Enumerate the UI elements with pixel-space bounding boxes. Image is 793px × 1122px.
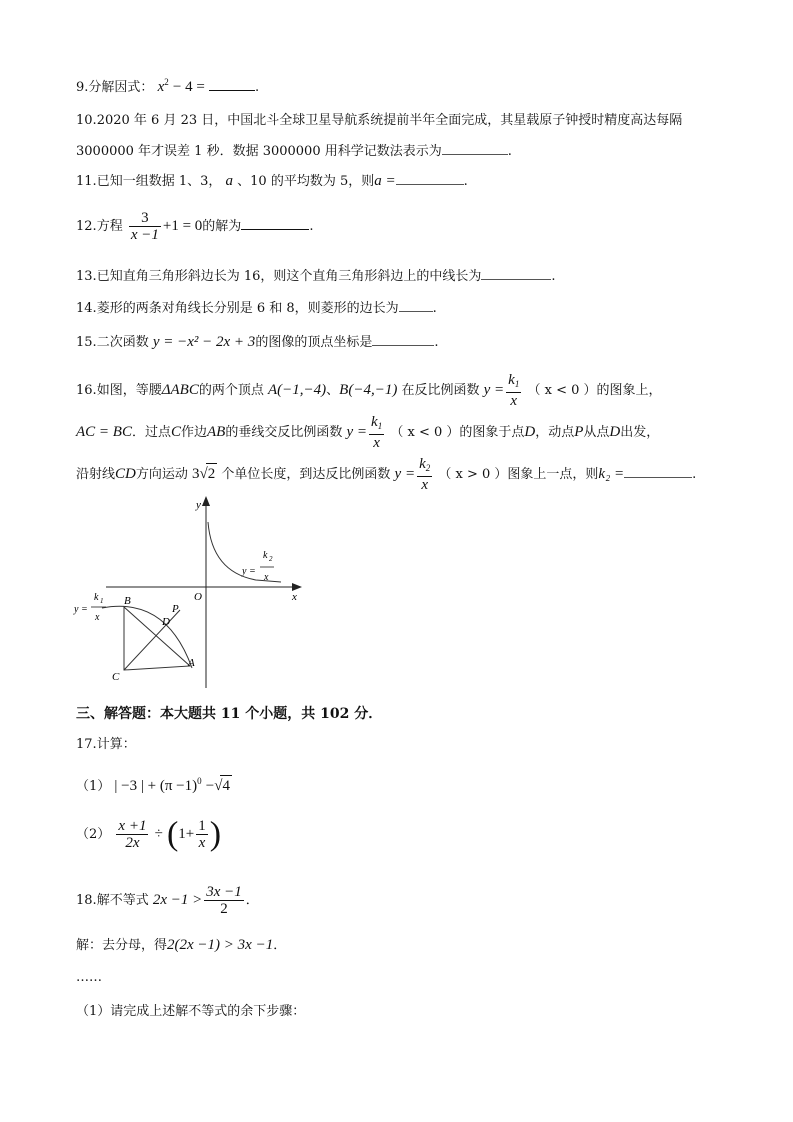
- answer-blank[interactable]: [399, 297, 433, 312]
- denominator: x: [373, 435, 380, 451]
- point-a-label: A: [188, 657, 195, 669]
- math-expr: +1 = 0: [162, 218, 203, 234]
- question-text: 沿射线: [76, 467, 116, 482]
- question-text: 菱形的两条对角线长分别是 6 和 8，则菱形的边长为: [96, 301, 399, 316]
- section-heading: 三、解答题：本大题共 11 个小题，共 102 分．: [76, 706, 383, 722]
- subscript: 1: [377, 421, 383, 431]
- denominator: x: [421, 477, 428, 493]
- question-number: 15.: [76, 335, 97, 350]
- numerator: 1: [198, 818, 206, 834]
- math-expr: | −3 | + (π −1): [114, 778, 198, 794]
- k1-label-k: k: [94, 592, 99, 603]
- question-17: [76, 735, 136, 755]
- point-a: A(−1,−4): [268, 382, 327, 398]
- y-axis-label: y: [196, 499, 201, 511]
- punctuation: ．: [273, 938, 287, 953]
- coefficient: 3: [192, 466, 200, 482]
- question-text: 在反比例函数: [401, 383, 480, 398]
- question-text: 的解为: [202, 219, 242, 234]
- segment-ab: AB: [207, 424, 226, 440]
- question-text: 计算：: [96, 737, 136, 752]
- answer-blank[interactable]: [209, 76, 255, 91]
- question-16: [76, 372, 662, 409]
- hyperbola-k1: [102, 606, 192, 668]
- question-text: 3000000 年才误差 1 秒．数据 3000000 用科学记数法表示为: [76, 144, 442, 159]
- x-axis-arrow: [292, 583, 302, 591]
- question-number: 13.: [76, 269, 97, 284]
- math-expr: y =: [346, 424, 368, 440]
- answer-blank[interactable]: [481, 265, 551, 280]
- question-17-part1: （1） | −3 | + $(\pi -1)^0 -√4$: [76, 776, 230, 794]
- point-b: B(−4,−1): [339, 382, 398, 398]
- math-expr: y = −x² − 2x + 3: [152, 334, 256, 350]
- answer-blank[interactable]: [241, 215, 309, 230]
- ellipsis: ……: [76, 970, 102, 985]
- question-text: 二次函数: [96, 335, 149, 350]
- triangle-abc: [124, 607, 190, 670]
- question-text: ．过点: [131, 425, 171, 440]
- radicand: 4: [220, 775, 232, 796]
- point-d: D: [609, 424, 621, 440]
- question-10: [76, 111, 682, 131]
- question-number: 17.: [76, 737, 97, 752]
- punctuation: ．: [245, 893, 259, 908]
- question-15: 15.二次函数 y = −x² − 2x + 3的图像的顶点坐标是 .: [76, 331, 438, 353]
- denominator: 2x: [125, 835, 140, 851]
- question-number: 12.: [76, 219, 97, 234]
- fraction: [116, 818, 148, 851]
- question-text: 解：去分母，得: [76, 938, 168, 953]
- k1-label-y: y =: [74, 604, 88, 615]
- fraction: [196, 818, 208, 851]
- part-label: （2）: [76, 827, 111, 842]
- subscript: 2: [425, 463, 431, 473]
- ray-cd: CD: [115, 466, 136, 482]
- segment-cp: [124, 610, 180, 670]
- question-text: 个单位长度，到达反比例函数: [221, 467, 391, 482]
- fraction-k1: [369, 414, 384, 451]
- math-expr: 2(2x −1) > 3x −1: [167, 937, 274, 953]
- x-axis-label: x: [292, 591, 297, 603]
- question-number: 14.: [76, 301, 97, 316]
- denominator: x: [198, 835, 206, 851]
- question-text: 的图像的顶点坐标是: [255, 335, 373, 350]
- k-symbol: k: [371, 414, 378, 430]
- question-text: 、10 的平均数为 5，则: [237, 174, 375, 189]
- math-expr: −: [205, 778, 215, 794]
- k-symbol: k: [419, 456, 426, 472]
- y-axis-arrow: [202, 496, 210, 506]
- math-expr: − 4 =: [172, 79, 205, 95]
- question-text: 分解因式：: [88, 80, 154, 95]
- question-16-line3: 沿射线CD方向运动 3√2 个单位长度，到达反比例函数 y = $\frac{k_2}{x}$ （ x > 0 ）图象上一点，则k₂ = .: [76, 456, 697, 493]
- k2-label-sub: 2: [269, 555, 273, 563]
- k1-label-den: x: [95, 612, 100, 623]
- operator: ÷: [154, 826, 163, 842]
- point-c-label: C: [112, 671, 120, 683]
- question-14: 14.菱形的两条对角线长分别是 6 和 8，则菱形的边长为 .: [76, 297, 437, 319]
- fraction: [204, 884, 244, 917]
- answer-blank[interactable]: [372, 331, 434, 346]
- fraction-k1: [506, 372, 521, 409]
- question-text: 出发，: [620, 425, 660, 440]
- question-12: 12.方程 $\frac{3}{x -1}$ +1 = 0的解为 .: [76, 210, 314, 243]
- fraction-k2: [417, 456, 432, 493]
- denominator: x: [510, 393, 518, 409]
- math-expr: AC = BC: [76, 424, 132, 440]
- question-number: 16.: [76, 383, 97, 398]
- subscript: 1: [514, 379, 520, 389]
- k-symbol: k: [508, 372, 515, 388]
- numerator: 3: [129, 210, 161, 227]
- k1-label-sub: 1: [100, 597, 104, 605]
- question-18-part1: （1）请完成上述解不等式的余下步骤：: [76, 1004, 306, 1019]
- answer-blank[interactable]: [396, 170, 464, 185]
- numerator: x +1: [118, 818, 147, 834]
- math-expr: k₂ =: [598, 466, 625, 482]
- answer-blank[interactable]: [624, 463, 692, 478]
- question-10-line2: 3000000 年才误差 1 秒．数据 3000000 用科学记数法表示为 .: [76, 140, 512, 162]
- separator: 、: [326, 383, 340, 398]
- origin-label: O: [194, 591, 202, 603]
- point-b-label: B: [124, 595, 131, 607]
- question-text: 的垂线交反比例函数: [225, 425, 343, 440]
- question-16-line2: [76, 414, 659, 451]
- point-d: D: [524, 424, 536, 440]
- figure-hyperbola-triangle: [66, 492, 316, 692]
- fraction: [129, 210, 161, 243]
- point-p-label: P: [172, 603, 179, 615]
- question-number: 10.: [76, 113, 97, 128]
- question-text: 已知一组数据 1、3，: [96, 174, 222, 189]
- math-var: a: [225, 173, 234, 189]
- question-17-part2: （2） $\frac{x +1}{2x}$ ÷ (1+ $\frac{1}{x}$ ): [76, 815, 222, 853]
- question-text: 如图，等腰: [96, 383, 162, 398]
- k2-label-den: x: [264, 572, 269, 583]
- point-p: P: [574, 424, 584, 440]
- question-text: 作边: [181, 425, 208, 440]
- part-label: （1）: [76, 779, 111, 794]
- math-expr: a =: [374, 173, 396, 189]
- question-text: （ x < 0 ）的图象于点: [390, 425, 525, 440]
- math-expr: 1+: [178, 826, 195, 842]
- denominator: x −1: [130, 227, 159, 243]
- math-expr: 2x −1 >: [152, 892, 203, 908]
- question-text: 方向运动: [135, 467, 188, 482]
- math-expr: y =: [483, 382, 505, 398]
- denominator: 2: [220, 901, 228, 917]
- question-text: ，动点: [535, 425, 575, 440]
- question-text: 从点: [583, 425, 610, 440]
- triangle-label: ΔABC: [161, 382, 199, 398]
- question-text: 2020 年 6 月 23 日，中国北斗全球卫星导航系统提前半年全面完成，其星载原子钟授时精度高达每隔: [96, 113, 683, 128]
- radicand: 2: [206, 463, 218, 484]
- k2-label-k: k: [263, 550, 268, 561]
- question-number: 18.: [76, 893, 97, 908]
- question-18-solution: [76, 935, 286, 956]
- question-18: [76, 884, 259, 917]
- numerator: 3x −1: [206, 884, 242, 900]
- point-d-label: D: [162, 616, 170, 628]
- exponent: 0: [197, 776, 202, 786]
- question-text: 方程: [96, 219, 123, 234]
- question-number: 9.: [76, 80, 89, 95]
- math-var: x: [157, 79, 165, 95]
- math-expr: y =: [394, 466, 416, 482]
- answer-blank[interactable]: [442, 140, 508, 155]
- k2-label-y: y =: [242, 566, 256, 577]
- question-13: 13.已知直角三角形斜边长为 16，则这个直角三角形斜边上的中线长为 .: [76, 265, 556, 287]
- question-text: 解不等式: [96, 893, 149, 908]
- question-text: （ x > 0 ）图象上一点，则: [438, 467, 599, 482]
- question-text: 已知直角三角形斜边长为 16，则这个直角三角形斜边上的中线长为: [96, 269, 482, 284]
- question-text: （ x < 0 ）的图象上，: [527, 383, 662, 398]
- point-c: C: [170, 424, 181, 440]
- question-text: 的两个顶点: [198, 383, 264, 398]
- question-11: 11.已知一组数据 1、3， a 、10 的平均数为 5，则a = .: [76, 170, 468, 192]
- question-number: 11.: [76, 174, 97, 189]
- question-9: 9.分解因式： $x^2 - 4$ = .: [76, 77, 260, 95]
- exponent: 2: [164, 77, 169, 87]
